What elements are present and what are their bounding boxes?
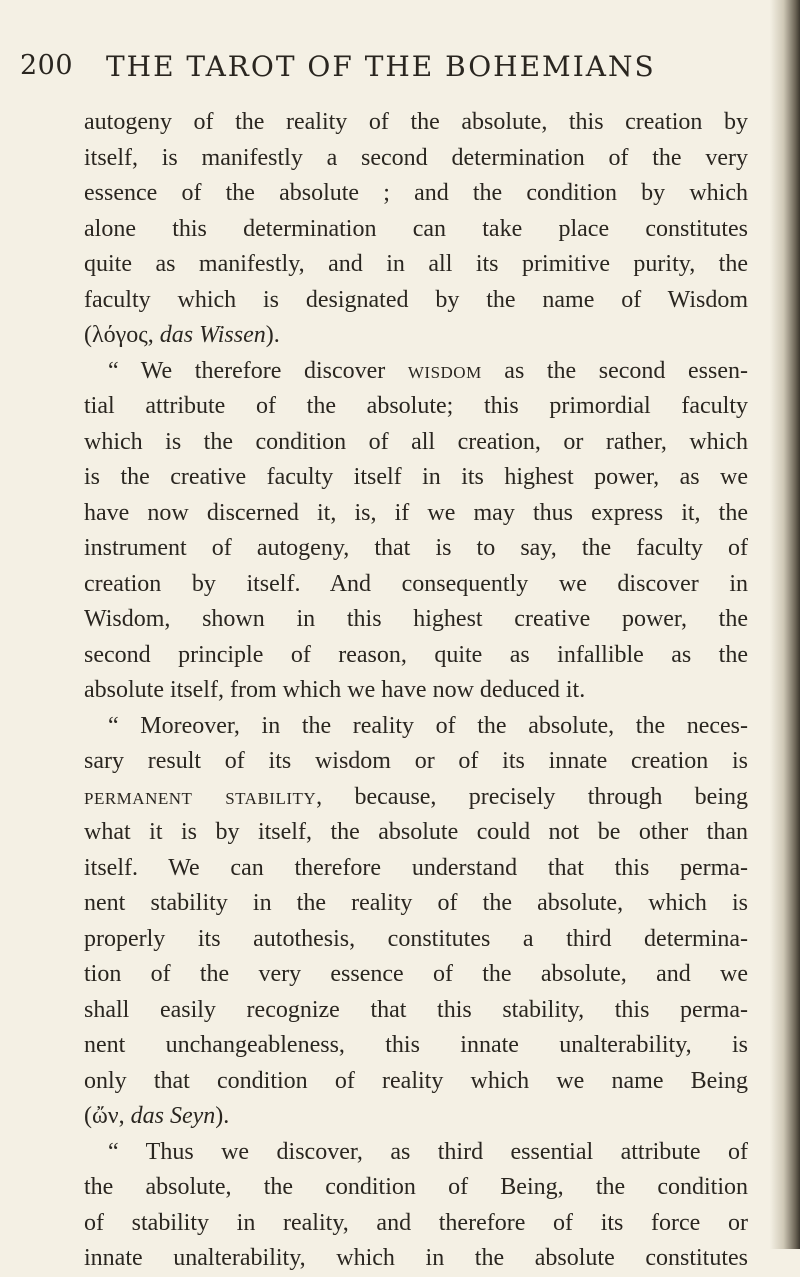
running-head: THE TAROT OF THE BOHEMIANS bbox=[106, 50, 656, 83]
text-line: which is the condition of all creation, or rather, which bbox=[84, 428, 748, 455]
text-line: only that condition of reality which we name Being bbox=[84, 1067, 748, 1094]
paragraph-start-line: “ Moreover, in the reality of the absolute, the neces- bbox=[108, 712, 748, 739]
text-line: (λόγος, das Wissen). bbox=[84, 322, 280, 348]
page-header bbox=[20, 50, 760, 90]
text-line: faculty which is designated by the name of Wisdom bbox=[84, 286, 748, 313]
text-line: tion of the very essence of the absolute, and we bbox=[84, 961, 748, 987]
page-number: 200 bbox=[20, 50, 74, 81]
text-line: shall easily recognize that this stability, this perma- bbox=[84, 996, 748, 1023]
paragraph-start-line: “ We therefore discover wisdom as the second essen- bbox=[108, 357, 748, 384]
text-line: tial attribute of the absolute; this primordial faculty bbox=[84, 393, 748, 419]
text-line: properly its autothesis, constitutes a third determina- bbox=[84, 925, 748, 952]
text-line: alone this determination can take place constitutes bbox=[84, 215, 748, 242]
text-line: quite as manifestly, and in all its primitive purity, the bbox=[84, 251, 748, 277]
text-line: nent stability in the reality of the absolute, which is bbox=[84, 890, 748, 916]
italic-term: das Wissen bbox=[159, 322, 266, 348]
text-line: autogeny of the reality of the absolute, this creation by bbox=[84, 109, 748, 135]
text-line: innate unalterability, which in the absolute constitutes bbox=[84, 1245, 748, 1271]
text-line: creation by itself. And consequently we discover in bbox=[84, 570, 748, 597]
text-line: Wisdom, shown in this highest creative power, the bbox=[84, 606, 748, 632]
text-line: nent unchangeableness, this innate unalterability, is bbox=[84, 1032, 748, 1058]
text-line: instrument of autogeny, that is to say, the faculty of bbox=[84, 535, 748, 561]
text-line: itself, is manifestly a second determination of the very bbox=[84, 144, 748, 171]
paragraph-start-line: “ Thus we discover, as third essential attribute of bbox=[108, 1138, 748, 1165]
small-caps-term: wisdom bbox=[407, 357, 482, 384]
text-line: (ὤν, das Seyn). bbox=[84, 1103, 230, 1129]
text-line: essence of the absolute ; and the condition by which bbox=[84, 180, 748, 206]
text-line: itself. We can therefore understand that this perma- bbox=[84, 854, 748, 881]
text-line: have now discerned it, is, if we may thus express it, the bbox=[84, 499, 748, 526]
italic-term: das Seyn bbox=[130, 1103, 216, 1129]
text-line: of stability in reality, and therefore of its force or bbox=[84, 1209, 748, 1236]
small-caps-term: permanent stability bbox=[84, 783, 317, 810]
page-edge-shadow bbox=[770, 0, 800, 1249]
text-line: is the creative faculty itself in its highest power, as we bbox=[84, 464, 748, 490]
text-line: absolute itself, from which we have now deduced it. bbox=[84, 677, 586, 703]
text-line: what it is by itself, the absolute could not be other than bbox=[84, 819, 748, 845]
body-text bbox=[84, 105, 748, 1277]
text-line: sary result of its wisdom or of its innate creation is bbox=[84, 748, 748, 774]
text-line: the absolute, the condition of Being, the condition bbox=[84, 1174, 748, 1200]
text-line: second principle of reason, quite as infallible as the bbox=[84, 641, 748, 668]
text-line: permanent stability, because, precisely through being bbox=[84, 783, 748, 810]
